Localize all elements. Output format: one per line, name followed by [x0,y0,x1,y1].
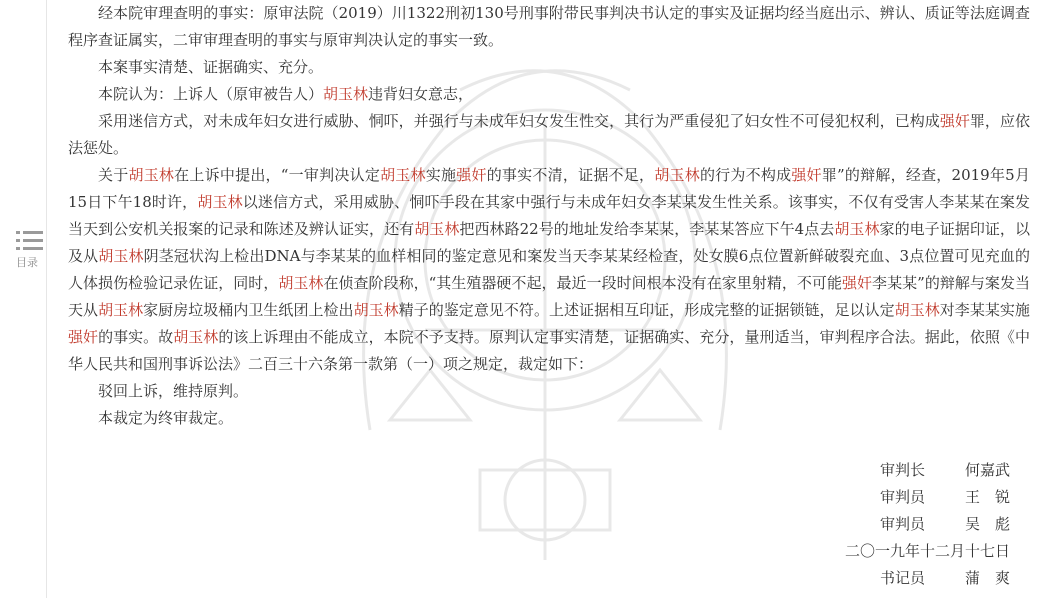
text-segment: 把西林路22号的地址发给李某某，李某某答应下午4点去 [459,220,835,238]
signature-judge-1 [820,484,1010,511]
signature-chief-judge [820,457,1010,484]
toc-label: 目录 [16,256,38,269]
highlighted-keyword: 胡玉林 [173,328,219,346]
highlighted-keyword: 强奸 [456,166,487,184]
highlighted-keyword: 胡玉林 [894,301,940,319]
signature-date [820,538,1010,565]
paragraph-facts-clear: 本案事实清楚、证据确实、充分。 [98,58,324,76]
text-segment: 的行为不构成 [699,166,792,184]
person-name: 蒲 爽 [964,569,1010,587]
signature-block [820,457,1010,592]
text-segment: 阴茎冠状沟上检出DNA与李某某的血样相同的鉴定意见和案发当天李某某经检查，处女膜6点位置新鲜破裂充血、3点位置可见充血的人体损伤检验记录佐证，同时， [68,247,1030,292]
text-segment: 实施 [425,166,457,184]
text-segment: 本院认为：上诉人（原审被告人） [98,85,324,103]
highlighted-keyword: 胡玉林 [654,166,700,184]
highlighted-keyword: 胡玉林 [197,193,243,211]
highlighted-keyword: 强奸 [68,328,99,346]
signature-judge-2 [820,511,1010,538]
paragraph-conviction [68,108,1030,162]
list-icon [16,229,44,253]
text-segment: 家的电子证据印证，以及从 [68,220,1030,265]
text-segment: 精子的鉴定意见不符。上述证据相互印证，形成完整的证据锁链，足以认定 [398,301,895,319]
paragraph-ruling: 驳回上诉，维持原判。 [98,382,249,400]
person-name: 何嘉武 [964,461,1010,479]
highlighted-keyword: 胡玉林 [353,301,399,319]
text-segment: 的事实不清，证据不足， [486,166,655,184]
role-label: 审判长 [880,461,926,479]
text-segment: 采用迷信方式，对未成年妇女进行威胁、恫吓，并强行与未成年妇女发生性交，其行为严重侵犯了妇女性不可侵犯权利，已构成 [98,112,940,130]
role-label: 审判员 [880,515,926,533]
paragraph-court-opinion [68,81,1030,108]
text-segment: 关于 [98,166,129,184]
toc-button[interactable] [12,229,48,270]
text-segment: 以迷信方式，采用威胁、恫吓手段在其家中强行与未成年妇女李某某发生性关系。该事实，不仅有受害人李某某在案发当天到公安机关报案的记录和陈述及辨认证实，还有 [68,193,1030,238]
highlighted-keyword: 胡玉林 [278,274,324,292]
text-segment: 在侦查阶段称，“其生殖器硬不起，最近一段时间根本没有在家里射精，不可能 [323,274,842,292]
person-name: 吴 彪 [964,515,1010,533]
paragraph-facts: 经本院审理查明的事实：原审法院（2019）川1322刑初130号刑事附带民事判决书认定的事实及证据均经当庭出示、辨认、质证等法庭调查程序查证属实，二审审理查明的事实与原审判决认定的事实一致。 [68,4,1030,49]
paragraph-final: 本裁定为终审裁定。 [98,409,234,427]
paragraph-appeal-analysis [68,162,1030,378]
judgment-date: 二〇一九年十二月十七日 [844,542,1010,560]
text-segment: 李某某”的辩解与案发当天从 [68,274,1030,319]
role-label: 审判员 [880,488,926,506]
text-segment: 罪”的辩解，经查，2019年5月15日下午18时许， [68,166,1030,211]
text-segment: 的事实。故 [98,328,174,346]
text-segment: 的该上诉理由不能成立，本院不予支持。原判认定事实清楚，证据确实、充分，量刑适当，审判程序合法。据此，依照《中华人民共和国刑事诉讼法》二百三十六条第一款第（一）项之规定，裁定如下： [68,328,1030,373]
role-label: 书记员 [880,569,926,587]
text-segment: 对李某某实施 [939,301,1030,319]
judgment-document [68,0,1030,432]
highlighted-keyword: 胡玉林 [380,166,426,184]
highlighted-keyword: 胡玉林 [98,247,144,265]
text-segment: 家厨房垃圾桶内卫生纸团上检出 [143,301,354,319]
highlighted-keyword: 胡玉林 [323,85,369,103]
highlighted-keyword: 强奸 [841,274,873,292]
text-segment: 违背妇女意志， [368,85,474,103]
highlighted-keyword: 胡玉林 [128,166,175,184]
highlighted-keyword: 强奸 [791,166,822,184]
text-segment: 在上诉中提出，“一审判决认定 [174,166,381,184]
signature-clerk [820,565,1010,592]
left-sidebar [0,0,47,598]
text-segment: 罪，应依法惩处。 [68,112,1030,157]
highlighted-keyword: 强奸 [939,112,970,130]
highlighted-keyword: 胡玉林 [834,220,880,238]
highlighted-keyword: 胡玉林 [98,301,144,319]
person-name: 王 锐 [964,488,1010,506]
highlighted-keyword: 胡玉林 [414,220,460,238]
